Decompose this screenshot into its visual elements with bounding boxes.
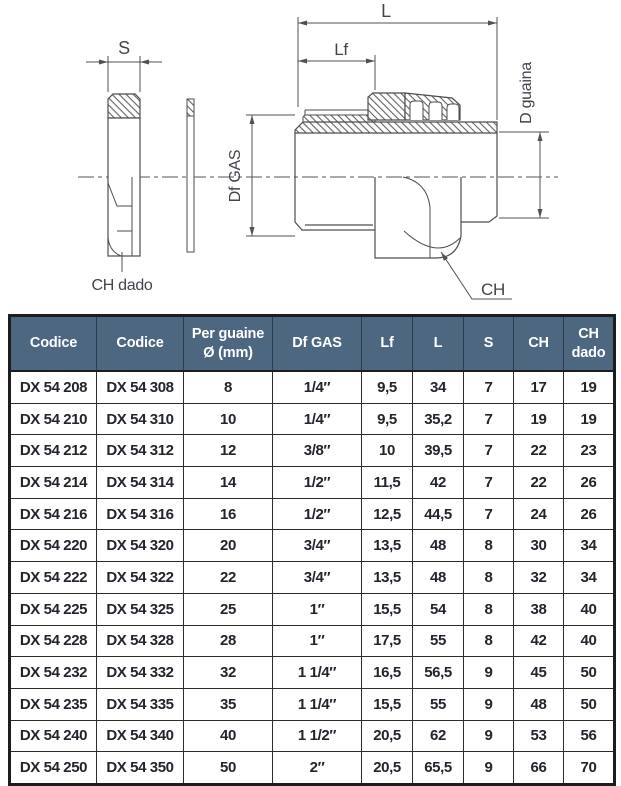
gland-body-view	[295, 93, 497, 258]
table-cell: 48	[514, 688, 564, 720]
dim-label-lf: Lf	[334, 40, 348, 59]
table-cell: DX 54 332	[97, 657, 184, 689]
table-row	[10, 498, 615, 530]
table-cell: 39,5	[413, 435, 464, 467]
table-cell: 23	[564, 435, 615, 467]
table-cell: 32	[514, 562, 564, 594]
table-cell: 44,5	[413, 498, 464, 530]
table-cell: 7	[464, 435, 514, 467]
table-cell: 56	[564, 720, 615, 752]
table-cell: 8	[464, 562, 514, 594]
table-cell: DX 54 350	[97, 752, 184, 785]
table-cell: 26	[564, 467, 615, 499]
table-cell: 54	[413, 593, 464, 625]
table-cell: DX 54 208	[10, 371, 97, 403]
dimension-lines	[86, 17, 549, 299]
table-cell: 9,5	[362, 403, 413, 435]
table-cell: 45	[514, 657, 564, 689]
table-cell: DX 54 340	[97, 720, 184, 752]
table-cell: 9,5	[362, 371, 413, 403]
table-cell: 1 1/4″	[273, 688, 362, 720]
table-cell: DX 54 228	[10, 625, 97, 657]
table-cell: 20	[184, 530, 273, 562]
table-cell: 56,5	[413, 657, 464, 689]
table-cell: 16	[184, 498, 273, 530]
table-cell: 8	[464, 593, 514, 625]
table-cell: 53	[514, 720, 564, 752]
table-cell: 26	[564, 498, 615, 530]
table-cell: 9	[464, 688, 514, 720]
table-cell: 8	[464, 530, 514, 562]
table-cell: 1″	[273, 625, 362, 657]
table-cell: 35,2	[413, 403, 464, 435]
table-cell: 10	[362, 435, 413, 467]
table-cell: 3/4″	[273, 562, 362, 594]
dim-label-l: L	[381, 1, 391, 21]
table-cell: 20,5	[362, 752, 413, 785]
table-cell: 10	[184, 403, 273, 435]
table-cell: 19	[564, 403, 615, 435]
table-row	[10, 688, 615, 720]
table-cell: 19	[514, 403, 564, 435]
table-cell: 3/4″	[273, 530, 362, 562]
table-cell: 42	[514, 625, 564, 657]
table-cell: DX 54 225	[10, 593, 97, 625]
table-cell: 1″	[273, 593, 362, 625]
table-header-row	[10, 316, 615, 372]
table-cell: 1/4″	[273, 371, 362, 403]
table-cell: DX 54 214	[10, 467, 97, 499]
table-cell: 1/2″	[273, 498, 362, 530]
table-cell: DX 54 335	[97, 688, 184, 720]
table-cell: 1/2″	[273, 467, 362, 499]
table-cell: 16,5	[362, 657, 413, 689]
table-cell: 22	[514, 435, 564, 467]
table-row	[10, 562, 615, 594]
table-cell: 50	[564, 688, 615, 720]
dim-label-ch: CH	[481, 280, 505, 299]
table-cell: DX 54 320	[97, 530, 184, 562]
table-cell: 35	[184, 688, 273, 720]
table-cell: 13,5	[362, 562, 413, 594]
table-cell: DX 54 312	[97, 435, 184, 467]
table-row	[10, 530, 615, 562]
table-cell: 17,5	[362, 625, 413, 657]
table-cell: DX 54 212	[10, 435, 97, 467]
table-cell: DX 54 322	[97, 562, 184, 594]
washer-view	[187, 99, 194, 252]
table-cell: 15,5	[362, 688, 413, 720]
dim-label-s: S	[118, 38, 130, 58]
table-row	[10, 752, 615, 785]
table-cell: DX 54 240	[10, 720, 97, 752]
table-cell: 12,5	[362, 498, 413, 530]
table-cell: 50	[564, 657, 615, 689]
table-cell: 66	[514, 752, 564, 785]
table-cell: 1/4″	[273, 403, 362, 435]
table-cell: 34	[413, 371, 464, 403]
table-cell: DX 54 325	[97, 593, 184, 625]
table-cell: 9	[464, 720, 514, 752]
col-header-l: L	[413, 316, 464, 372]
table-cell: DX 54 232	[10, 657, 97, 689]
col-header-codice-1: Codice	[10, 316, 97, 372]
table-cell: 40	[564, 625, 615, 657]
table-cell: 48	[413, 562, 464, 594]
table-cell: DX 54 235	[10, 688, 97, 720]
table-row	[10, 435, 615, 467]
table-cell: 13,5	[362, 530, 413, 562]
table-cell: 50	[184, 752, 273, 785]
table-row	[10, 467, 615, 499]
table-row	[10, 593, 615, 625]
col-header-per-guaine: Per guaine Ø (mm)	[184, 316, 273, 372]
table-cell: DX 54 250	[10, 752, 97, 785]
table-cell: 22	[514, 467, 564, 499]
table-cell: 65,5	[413, 752, 464, 785]
table-cell: 17	[514, 371, 564, 403]
table-row	[10, 720, 615, 752]
table-cell: 34	[564, 530, 615, 562]
dim-label-d-guaina: D guaina	[518, 62, 535, 124]
table-cell: DX 54 328	[97, 625, 184, 657]
table-cell: DX 54 310	[97, 403, 184, 435]
col-header-lf: Lf	[362, 316, 413, 372]
table-cell: 14	[184, 467, 273, 499]
table-cell: 42	[413, 467, 464, 499]
table-cell: 32	[184, 657, 273, 689]
table-cell: 7	[464, 467, 514, 499]
table-cell: 11,5	[362, 467, 413, 499]
table-row	[10, 371, 615, 403]
dimension-table	[8, 314, 613, 786]
table-cell: 55	[413, 625, 464, 657]
col-header-df-gas: Df GAS	[273, 316, 362, 372]
table-cell: 48	[413, 530, 464, 562]
table-cell: 55	[413, 688, 464, 720]
table-cell: 40	[564, 593, 615, 625]
col-header-ch: CH	[514, 316, 564, 372]
col-header-s: S	[464, 316, 514, 372]
table-cell: 28	[184, 625, 273, 657]
nut-section-view	[108, 94, 140, 256]
table-cell: 30	[514, 530, 564, 562]
table-row	[10, 657, 615, 689]
table-cell: 40	[184, 720, 273, 752]
table-cell: 12	[184, 435, 273, 467]
table-cell: 8	[184, 371, 273, 403]
table-row	[10, 625, 615, 657]
table-cell: DX 54 222	[10, 562, 97, 594]
table-cell: 9	[464, 657, 514, 689]
table-cell: 7	[464, 403, 514, 435]
table-cell: DX 54 314	[97, 467, 184, 499]
table-cell: 70	[564, 752, 615, 785]
table-cell: 22	[184, 562, 273, 594]
table-cell: 62	[413, 720, 464, 752]
technical-drawing	[0, 0, 621, 312]
table-cell: 1 1/2″	[273, 720, 362, 752]
table-cell: 7	[464, 498, 514, 530]
table-cell: DX 54 220	[10, 530, 97, 562]
table-cell: 38	[514, 593, 564, 625]
table-cell: 15,5	[362, 593, 413, 625]
table-cell: 1 1/4″	[273, 657, 362, 689]
table-cell: 20,5	[362, 720, 413, 752]
table-cell: 19	[564, 371, 615, 403]
col-header-ch-dado: CH dado	[564, 316, 615, 372]
table-cell: 34	[564, 562, 615, 594]
table-cell: DX 54 308	[97, 371, 184, 403]
table-cell: DX 54 316	[97, 498, 184, 530]
table-cell: 7	[464, 371, 514, 403]
col-header-codice-2: Codice	[97, 316, 184, 372]
dim-label-df-gas: Df GAS	[227, 149, 244, 203]
table-cell: 2″	[273, 752, 362, 785]
table-cell: DX 54 210	[10, 403, 97, 435]
part-label-ch-dado: CH dado	[91, 277, 153, 294]
table-row	[10, 403, 615, 435]
table-cell: DX 54 216	[10, 498, 97, 530]
table-cell: 3/8″	[273, 435, 362, 467]
table-cell: 25	[184, 593, 273, 625]
table-cell: 8	[464, 625, 514, 657]
table-cell: 9	[464, 752, 514, 785]
table-cell: 24	[514, 498, 564, 530]
